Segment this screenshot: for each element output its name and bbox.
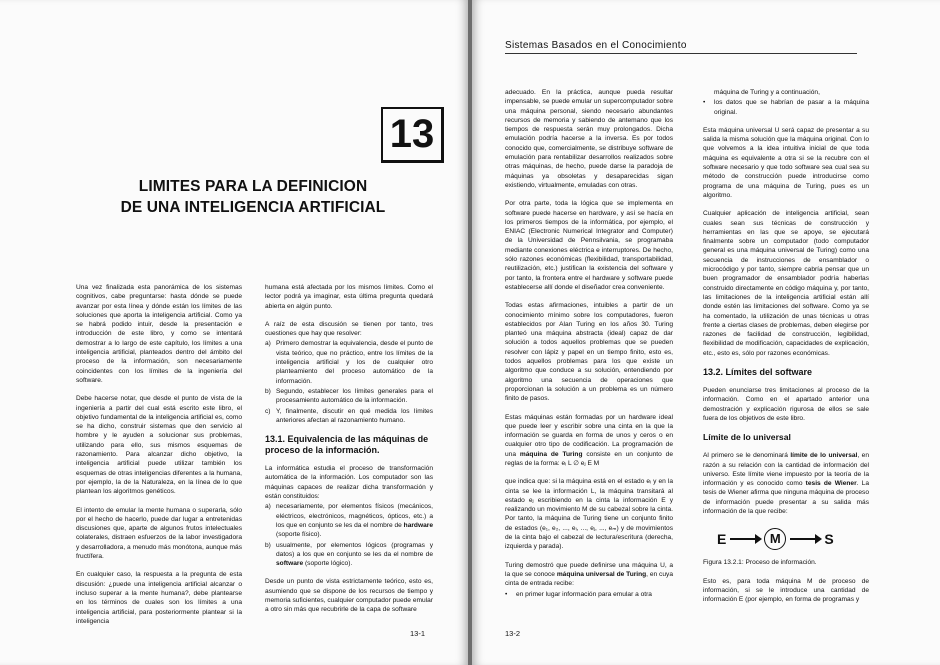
list-item: b) Segundo, establecer los límites generales para el procesamiento automático de la información. (265, 387, 433, 405)
left-page (0, 0, 468, 665)
information-process-diagram (717, 528, 869, 550)
paragraph: Cualquier aplicación de inteligencia artificial, sean cuales sean sus técnicas de construcción y herramientas en las que se apoye, se ejecutará finalmente sobre un computador (todo computador general es una máquina universal de Turing) como una secuencia de instrucciones de ensamblador o microcódigo y por tanto, siempre cabría pensar que un buen programador de ensamblador podría haberlas construido directamente en código máquina y, por tanto, las limitaciones de la inteligencia artificial están allí donde estén las limitaciones del software. Como ya se ha comentado, la utilización de unas técnicas u otras frente a ciertas clases de problemas, deben elegirse por razones de facilidad de construcción, legibilidad, flexibilidad de modificación, capacidades de explicación, etc., esto es, sólo por razones económicas. (703, 210, 869, 357)
bullet-continuation: máquina de Turing y a continuación, (714, 89, 820, 96)
list-item: c) Y, finalmente, discutir en qué medida los límites anteriores afectan al razonamiento humano. (265, 407, 433, 424)
chapter-title (78, 176, 428, 218)
paragraph: Turing demostró que puede definirse una máquina U, a la que se conoce máquina universal de Turing, en cuya cinta de entrada recibe: (505, 561, 673, 588)
subsection-heading: Límite de lo universal (703, 432, 791, 443)
list-item: a) Primero demostrar la equivalencia, desde el punto de vista teórico, que no práctico, entre los límites de la inteligencia artificial y los de cualquier otro planteamiento del proceso automático de la información. (265, 340, 433, 385)
paragraph: En cualquier caso, la respuesta a la pregunta de esta discusión: ¿puede una inteligencia artificial alcanzar o incluso superar a la mente humana?, debe plantearse en los términos de cuales son los límites a una inteligencia artificial, para posteriormente plantear si la inteligencia (76, 571, 242, 625)
paragraph: La informática estudia el proceso de transformación automática de la información. Los computador son las máquinas capaces de realizar dicha transformación y están constituidos: (265, 465, 433, 501)
section-heading: 13.1. Equivalencia de las máquinas de proceso de la información. (265, 434, 429, 456)
paragraph: Esta máquina universal U será capaz de presentar a su salida la misma solución que la máquina original. Con lo que volvemos a la idea intuitiva inicial de que toda máquina es equivalente a otra si se la recubre con el software necesario y que todo software sea cual sea su método de construcción puede introducirse como programa de una máquina de Turing, pues es un algoritmo. (703, 126, 869, 199)
chapter-number-box: 13 (381, 107, 444, 163)
paragraph: El intento de emular la mente humana o superarla, sólo por el hecho de hacerlo, puede dar lugar a entretenidas discusiones que, aparte de algunos frutos intelectuales colaterales, distraen esfuerzos de la labor investigadora y desarrolladora, a menudo más monótona, aunque más fructífera. (76, 506, 242, 561)
running-head: Sistemas Basados en el Conocimiento (505, 40, 857, 54)
list-item: a) necesariamente, por elementos físicos (mecánicos, eléctricos, electrónicos, magnéticos, ópticos, etc.) a los que en conjunto se les da el nombre de hardware (soporte físico). (265, 503, 433, 539)
page-number: 13-2 (505, 629, 521, 638)
right-column-2 (703, 88, 869, 613)
paragraph: Desde un punto de vista estrictamente teórico, esto es, asumiendo que se dispone de los recursos de tiempo y memoria suficientes, cualquier computador puede emular a otro sin más que recubrirle de la capa de software (265, 578, 433, 614)
bullet-item: • los datos que se habrían de pasar a la máquina original. (703, 99, 869, 116)
paragraph: Esto es, para toda máquina M de proceso de información, si se le introduce una cantidad de información E (por ejemplo, en forma de programas y (703, 577, 869, 604)
left-column-2 (265, 283, 433, 624)
diagram-machine-node: M (764, 528, 786, 550)
page-number: 13-1 (410, 629, 426, 638)
paragraph: adecuado. En la práctica, aunque pueda resultar impensable, se puede emular un supercomputador sobre una máquina personal, siendo necesario abundantes recursos de memoria y sabiendo de antemano que los tiempos de respuesta serán muy prolongados. Dicha emulación podría hacerse a la inversa. Es por todos conocido que, comercialmente, se distribuye software de emulación para rentabilizar desarrollos realizados sobre otras máquinas, de hecho, puede darse la paradoja de máquinas ya obsoletas y desaparecidas sigan existiendo, virtualmente, emuladas con otras. (505, 89, 673, 189)
paragraph: Al primero se le denominará límite de lo universal, en razón a su relación con la cantidad de información del universo. Este límite viene impuesto por la teoría de la información y es conocido como tesis de Wiener. La tesis de Wiener afirma que ninguna máquina de proceso de información puede presentar a su salida más información de la que recibe: (703, 452, 870, 515)
paragraph: A raíz de esta discusión se tienen por tanto, tres cuestiones que hay que resolver: (265, 320, 433, 338)
bullet-item: • en primer lugar información para emular a otra (505, 590, 652, 598)
right-column-1 (505, 88, 673, 600)
diagram-input-label: E (717, 530, 727, 547)
paragraph: que indica que: si la máquina está en el estado eᵢ y en la cinta se lee la información L, la máquina transitará al estado eⱼ escribiendo en la cinta la información E y realizando un movimiento M de su cabezal sobre la cinta. Por tanto, la máquina de Turing tiene un conjunto finito de estados (e₁, e₂, ..., eᵢ, ..., eⱼ, ..., eₘ) y de movimientos de la cinta bajo el cabezal de lectura/escritura (derecha, izquierda y parada). (505, 478, 673, 551)
paragraph: Una vez finalizada esta panorámica de los sistemas cognitivos, cabe preguntarse: hasta dónde se puede avanzar por esta línea y dónde están los límites de las soluciones que aporta la inteligencia artificial. Como ya se habrá podido intuir, desde la presentación e introducción de este libro, y como se intentará demostrar a lo largo de este capítulo, los límites a una inteligencia artificial, planteados dentro del ámbito del proceso de la información, son necesariamente coincidentes con los límites de la ingeniería del software. (76, 284, 242, 384)
paragraph: Pueden enunciarse tres limitaciones al proceso de la información. Como en el apartado anterior una demostración y explicación rigurosa de ellos se sale fuera de los objetivos de este libro. (703, 387, 869, 422)
figure-caption: Figura 13.2.1: Proceso de información. (703, 559, 817, 567)
paragraph: humana está afectada por los mismos límites. Como el lector podrá ya imaginar, esta última pregunta quedará abierta en algún punto. (265, 284, 433, 310)
diagram-output-label: S (824, 530, 834, 547)
paragraph: Por otra parte, toda la lógica que se implementa en software puede hacerse en hardware, y así se hacía en los primeros tiempos de la informática, por ejemplo, el ENIAC (Electronic Numerical Integrator and Computer) de la Universidad de Pennsilvania, se programaba mediante conexiones eléctrica e interruptores. De hecho, sólo razones económicas (flexibilidad, transportabilidad, reutilización, etc.) justifican la existencia del software y por tanto, la frontera entre el hardware y software puede establecerse allí donde el diseñador crea conveniente. (505, 200, 673, 291)
paragraph: Todas estas afirmaciones, intuibles a partir de un conocimiento mínimo sobre los computadores, fueron establecidos por Alan Turing en los años 30. Turing planteó una máquina abstracta (ideal) capaz de dar solución a todos aquellos problemas que se pueden resolver con lápiz y papel en un tiempo finito, esto es, todos aquellos problemas para los que existe un algoritmo que conduce a su solución, entendiendo por algoritmo una secuencia de operaciones que proporcionan la solución a un problema es un número finito de pasos. (505, 302, 673, 403)
paragraph: Debe hacerse notar, que desde el punto de vista de la ingeniería a partir del cual está escrito este libro, el objetivo fundamental de la inteligencia artificial es, como se ha dicho, construir sistemas que den servicio al hombre y le ayuden a solucionar sus problemas, utilizando para ello, sus mismos esquemas de razonamiento. Para alcanzar dicho objetivo, la inteligencia artificial puede utilizar también los esquemas de otras inteligencias diferentes a la humana, por ejemplo, la de la Naturaleza, en la línea de lo que plantean los algoritmos genéticos. (76, 395, 242, 496)
chapter-title-line2: DE UNA INTELIGENCIA ARTIFICIAL (120, 199, 386, 216)
left-column-1 (76, 283, 242, 635)
chapter-title-line1: LIMITES PARA LA DEFINICION (138, 178, 368, 195)
section-heading: 13.2. Límites del software (703, 367, 813, 378)
arrow-icon (790, 538, 820, 540)
list-item: b) usualmente, por elementos lógicos (programas y datos) a los que en conjunto se les da el nombre de software (soporte lógico). (265, 541, 433, 568)
arrow-icon (730, 538, 760, 540)
paragraph: Estas máquinas están formadas por un hardware ideal que puede leer y escribir sobre una cinta en la que la información se guarda en forma de unos y ceros o en cualquier otro tipo de codificación. La programación de una máquina de Turing consiste en un conjunto de reglas de la forma: eᵢ L ∅ eⱼ E M (505, 413, 673, 467)
